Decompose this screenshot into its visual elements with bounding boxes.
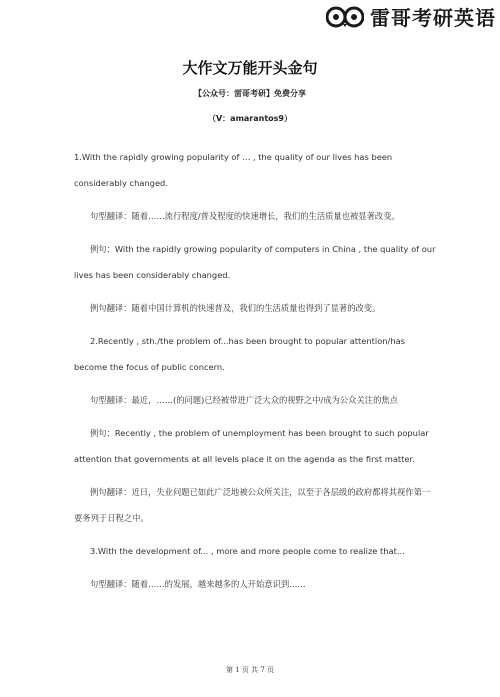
brand-name: 雷哥考研英语 bbox=[370, 6, 496, 30]
page-title: 大作文万能开头金句 bbox=[182, 59, 318, 77]
sentence-pattern-3: 3.With the development of... , more and more people come to realize that... bbox=[90, 546, 405, 556]
example-translation-1: 例句翻译：随着中国计算机的快速普及，我们的生活质量也得到了显著的改变。 bbox=[90, 303, 381, 313]
example-sentence-1: 例句：With the rapidly growing popularity of computers in China , the quality of our lives has been considerably changed. bbox=[74, 244, 436, 280]
brand-header bbox=[326, 2, 496, 31]
pattern-translation-3: 句型翻译：随着……的发展，越来越多的人开始意识到…… bbox=[90, 579, 306, 589]
document-body bbox=[74, 144, 436, 604]
owl-logo-icon bbox=[326, 5, 364, 29]
pattern-translation-1: 句型翻译：随着……流行程度/普及程度的快速增长，我们的生活质量也被显著改变。 bbox=[90, 211, 400, 221]
example-sentence-2: 例句：Recently , the problem of unemployment has been brought to such popular attention that governments at all levels place it on the agenda as the first matter. bbox=[74, 428, 429, 464]
sentence-pattern-1: 1.With the rapidly growing popularity of … , the quality of our lives has been considerably changed. bbox=[74, 152, 393, 188]
sentence-pattern-2: 2.Recently , sth./the problem of...has been brought to popular attention/has become the focus of public concern. bbox=[74, 336, 406, 372]
example-translation-2: 例句翻译：近日，失业问题已如此广泛地被公众所关注，以至于各层级的政府都将其视作第一要务列于日程之中。 bbox=[74, 487, 431, 523]
pattern-translation-2: 句型翻译：最近，……(的问题)已经被带进广泛大众的视野之中/成为公众关注的焦点 bbox=[90, 395, 398, 405]
page-footer: 第 1 页 共 7 页 bbox=[225, 666, 275, 674]
page-subtitle: 【公众号：雷哥考研】免费分享 bbox=[194, 89, 306, 98]
contact-line: （V：amarantos9） bbox=[207, 114, 292, 123]
